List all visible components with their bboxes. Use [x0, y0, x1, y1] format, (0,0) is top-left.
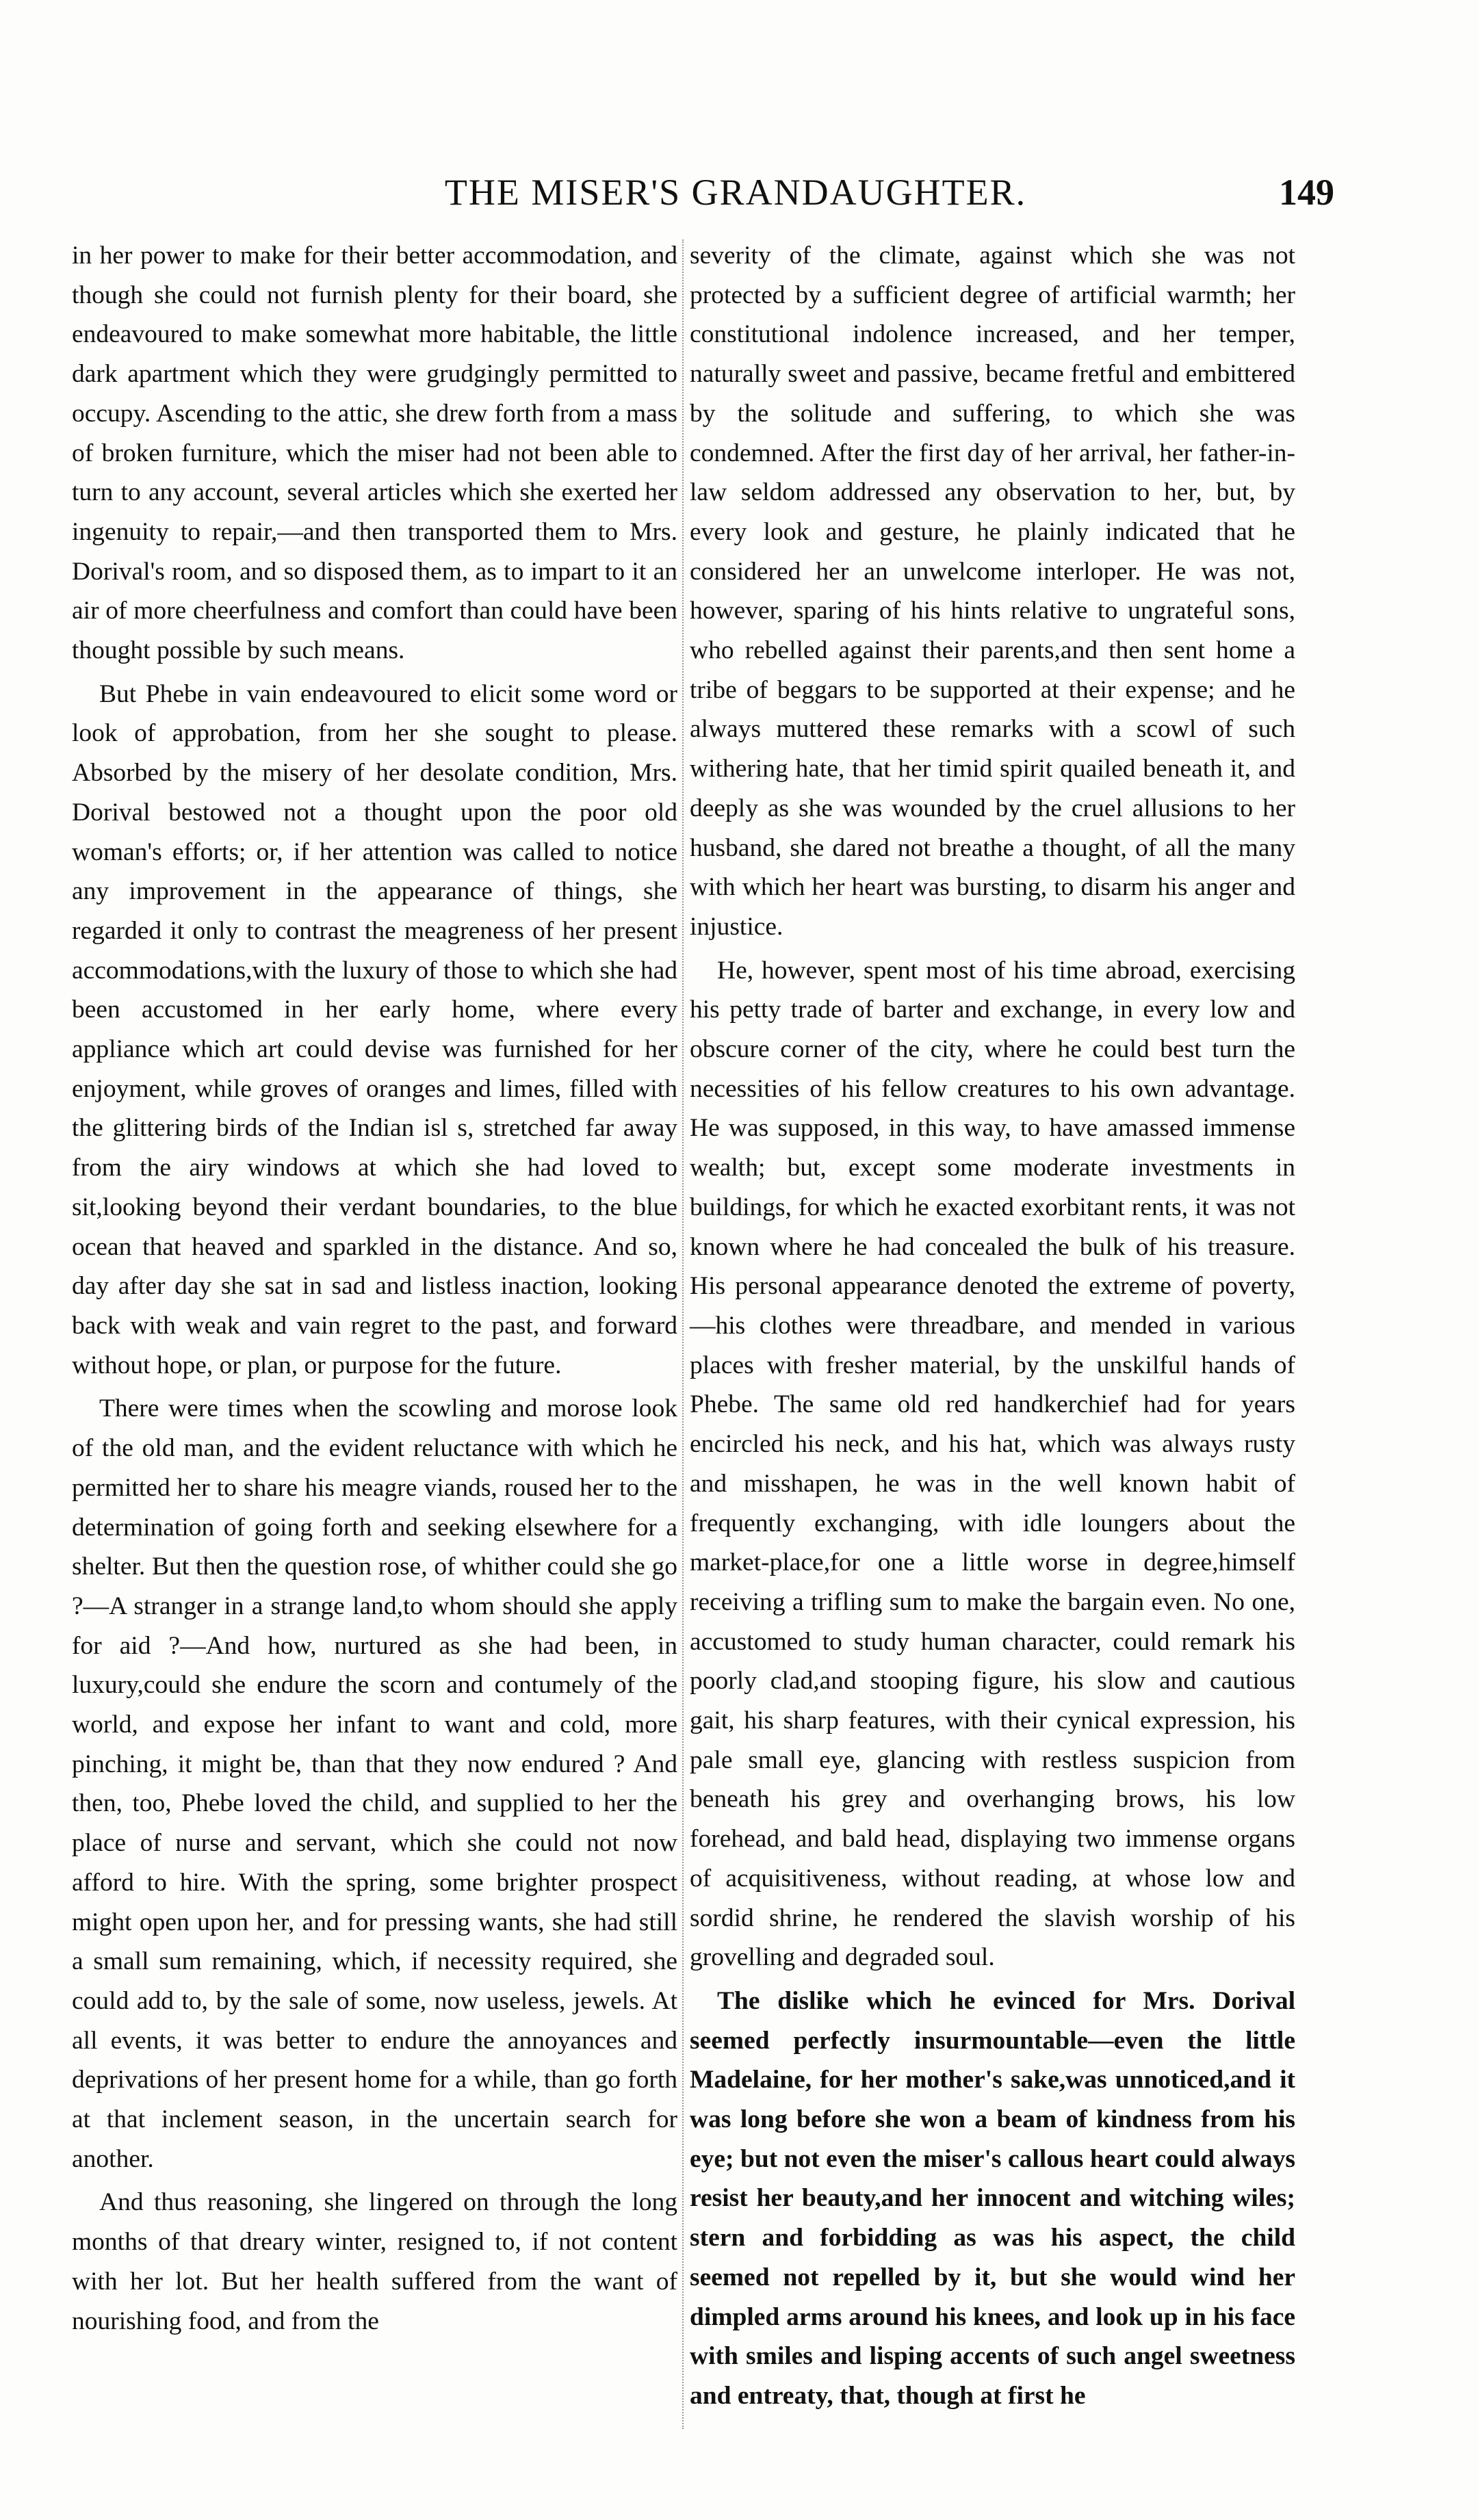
paragraph: in her power to make for their better accommodation, and though she could not furnish plenty for their board, she endeavoured to make somewhat more habitable, the little dark apartment which they were grudgingly permitted to occupy. Ascending to the attic, she drew forth from a mass of broken furniture, which the miser had not been able to turn to any account, several articles which she exerted her ingenuity to repair,—and then transported them to Mrs. Dorival's room, and so disposed them, as to impart to it an air of more cheerfulness and comfort than could have been thought possible by such means. [72, 242, 677, 665]
right-column [690, 236, 1295, 2416]
paragraph: But Phebe in vain endeavoured to elicit some word or look of approbation, from her she sought to please. Absorbed by the misery of her desolate condition, Mrs. Dorival bestowed not a thought upon the poor old woman's efforts; or, if her attention was called to notice any improvement in the appearance of things, she regarded it only to contrast the meagreness of her present accommodations,with the luxury of those to which she had been accustomed in her early home, where every appliance which art could devise was furnished for her enjoyment, while groves of oranges and limes, filled with the glittering birds of the Indian isl s, stretched far away from the airy windows at which she had loved to sit,looking beyond their verdant boundaries, to the blue ocean that heaved and sparkled in the distance. And so, day after day she sat in sad and listless inaction, looking back with weak and vain regret to the past, and forward without hope, or plan, or purpose for the future. [72, 679, 677, 1379]
running-title: THE MISER'S GRANDAUGHTER. [444, 172, 1027, 213]
column-divider [682, 239, 684, 2429]
paragraph: There were times when the scowling and morose look of the old man, and the evident reluctance with which he permitted her to share his meagre viands, roused her to the determination of going forth and seeking elsewhere for a shelter. But then the question rose, of whither could she go ?—A stranger in a strange land,to whom should she apply for aid ?—And how, nurtured as she had been, in luxury,could she endure the scorn and contumely of the world, and expose her infant to want and cold, more pinching, it might be, than that they now endured ? And then, too, Phebe loved the child, and supplied to her the place of nurse and servant, which she could not now afford to hire. With the spring, some brighter prospect might open upon her, and for pressing wants, she had still a small sum remaining, which, if necessity required, she could add to, by the sale of some, now useless, jewels. At all events, it was better to endure the annoyances and deprivations of her present home for a while, than go forth at that inclement season, in the uncertain search for another. [72, 1394, 677, 2173]
paragraph: severity of the climate, against which she was not protected by a sufficient degree of artificial warmth; her constitutional indolence increased, and her temper, naturally sweet and passive, became fretful and embittered by the solitude and suffering, to which she was condemned. After the first day of her arrival, her father-in-law seldom addressed any observation to her, but, by every look and gesture, he plainly indicated that he considered her an unwelcome interloper. He was not, however, sparing of his hints relative to ungrateful sons, who rebelled against their parents,and then sent home a tribe of beggars to be supported at their expense; and he always muttered these remarks with a scowl of such withering hate, that her timid spirit quailed beneath it, and deeply as she was wounded by the cruel allusions to her husband, she dared not breathe a thought, of all the many with which her heart was bursting, to disarm his anger and injustice. [690, 242, 1295, 941]
left-column [72, 236, 677, 2341]
running-head [68, 171, 1334, 226]
paragraph: And thus reasoning, she lingered on through the long months of that dreary winter, resigned to, if not content with her lot. But her health suffered from the want of nourishing food, and from the [72, 2188, 677, 2335]
paragraph: He, however, spent most of his time abroad, exercising his petty trade of barter and exchange, in every low and obscure corner of the city, where he could best turn the necessities of his fellow creatures to his own advantage. He was supposed, in this way, to have amassed immense wealth; but, except some moderate investments in buildings, for which he exacted exorbitant rents, it was not known where he had concealed the bulk of his treasure. His personal appearance denoted the extreme of poverty,—his clothes were threadbare, and mended in various places with fresher material, by the unskilful hands of Phebe. The same old red handkerchief had for years encircled his neck, and his hat, which was always rusty and misshapen, he was in the well known habit of frequently exchanging, with idle loungers about the market-place,for one a little worse in degree,himself receiving a trifling sum to make the bargain even. No one, accustomed to study human character, could remark his poorly clad,and stooping figure, his slow and cautious gait, his sharp features, with their cynical expression, his pale small eye, glancing with restless suspicion from beneath his grey and overhanging brows, his low forehead, and bald head, displaying two immense organs of acquisitiveness, without reading, at whose low and sordid shrine, he rendered the slavish worship of his grovelling and degraded soul. [690, 956, 1295, 1972]
page-number: 149 [1279, 172, 1334, 213]
paragraph: The dislike which he evinced for Mrs. Dorival seemed perfectly insurmountable—even the little Madelaine, for her mother's sake,was unnoticed,and it was long before she won a beam of kindness from his eye; but not even the miser's callous heart could always resist her beauty,and her innocent and witching wiles; stern and forbidding as was his aspect, the child seemed not repelled by it, but she would wind her dimpled arms around his knees, and look up in his face with smiles and lisping accents of such angel sweetness and entreaty, that, though at first he [690, 1986, 1295, 2410]
